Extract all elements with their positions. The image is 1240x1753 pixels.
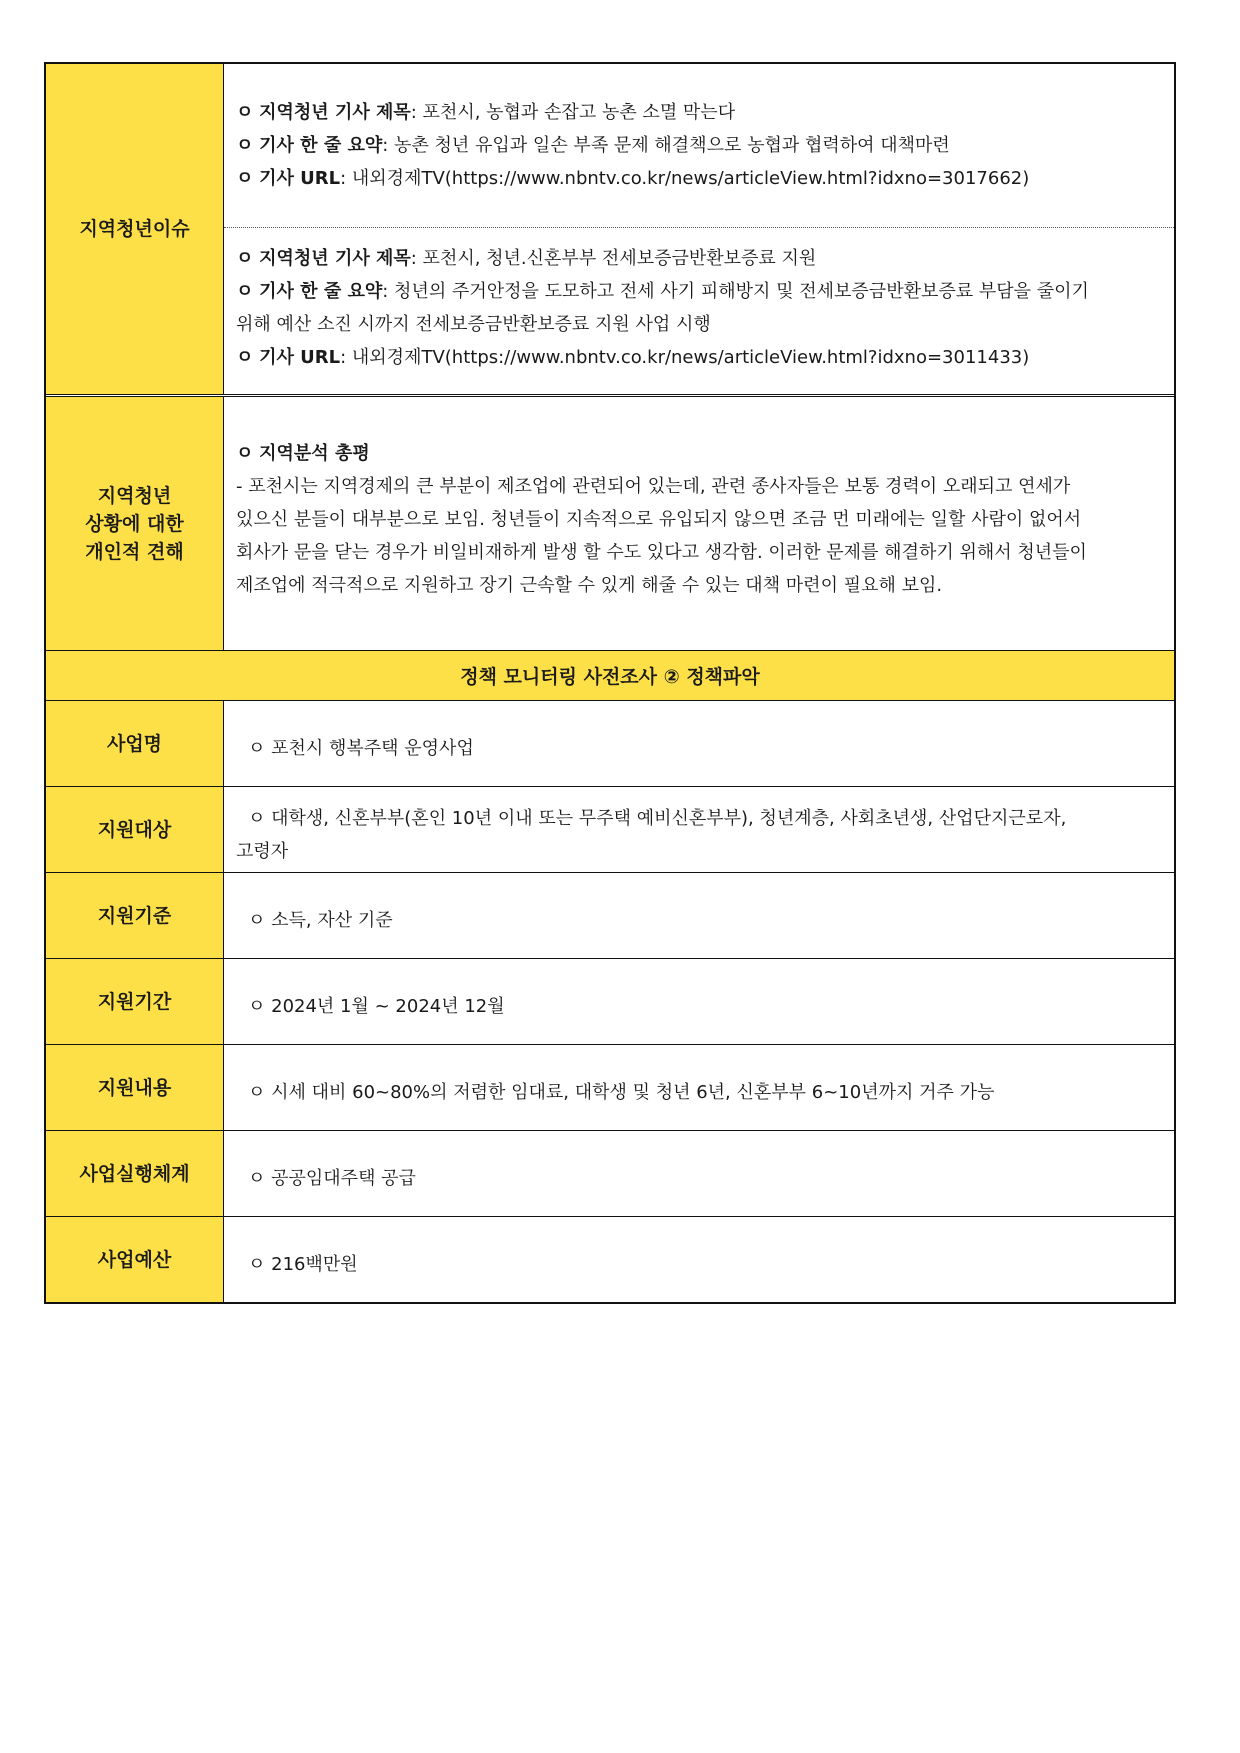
bullet-icon: ㅇ [248, 1082, 266, 1103]
article-summary-key: 기사 한 줄 요약 [259, 281, 383, 302]
bullet-icon: ㅇ [248, 807, 266, 829]
issue-label [46, 64, 224, 394]
opinion-text-line: 있으신 분들이 대부분으로 보임. 청년들이 지속적으로 유입되지 않으면 조금 먼 미래에는 일할 사람이 없어서 [236, 509, 1082, 530]
article-url-key: 기사 URL [259, 168, 341, 189]
article-summary-cont: 위해 예산 소진 시까지 전세보증금반환보증료 지원 사업 시행 [236, 314, 711, 335]
article-block-1 [224, 64, 1174, 227]
bullet-icon: ㅇ [248, 996, 266, 1017]
bullet-icon: ㅇ [236, 443, 254, 464]
opinion-heading-text: 지역분석 총평 [259, 443, 370, 464]
opinion-label-line: 개인적 견해 [85, 540, 184, 563]
opinion-text-line: - 포천시는 지역경제의 큰 부분이 제조업에 관련되어 있는데, 관련 종사자들은 보통 경력이 오래되고 연세가 [236, 476, 1071, 497]
policy-value-line [236, 1076, 1154, 1109]
policy-value-text: 소득, 자산 기준 [271, 910, 393, 931]
issue-row [46, 64, 1174, 394]
article-title: : 포천시, 청년.신혼부부 전세보증금반환보증료 지원 [410, 248, 817, 269]
opinion-text-line: 제조업에 적극적으로 지원하고 장기 근속할 수 있게 해줄 수 있는 대책 마련이 필요해 보임. [236, 575, 943, 596]
article-url-line [236, 341, 1154, 374]
article-summary-key: 기사 한 줄 요약 [259, 135, 383, 156]
policy-row-business-name [46, 700, 1174, 786]
bullet-icon: ㅇ [248, 910, 266, 931]
policy-label: 사업예산 [46, 1217, 224, 1302]
policy-value [224, 1045, 1174, 1130]
article-summary: : 농촌 청년 유입과 일손 부족 문제 해결책으로 농협과 협력하여 대책마련 [382, 135, 950, 156]
policy-value-text: 2024년 1월 ~ 2024년 12월 [271, 996, 505, 1017]
opinion-content [224, 397, 1174, 650]
article-title-key: 지역청년 기사 제목 [259, 102, 411, 123]
issue-label-text: 지역청년이슈 [79, 218, 190, 240]
policy-label: 지원기간 [46, 959, 224, 1044]
bullet-icon: ㅇ [236, 248, 254, 269]
opinion-heading [236, 437, 1154, 470]
article-url-line [236, 162, 1154, 195]
article-url-key: 기사 URL [259, 347, 341, 368]
opinion-label [46, 397, 224, 650]
policy-value [224, 1217, 1174, 1302]
policy-value-line [236, 1162, 1154, 1195]
article-block-2 [224, 227, 1174, 394]
policy-value [224, 787, 1174, 872]
policy-value-cont: 고령자 [236, 840, 289, 862]
bullet-icon: ㅇ [248, 738, 266, 759]
policy-value-text: 대학생, 신혼부부(혼인 10년 이내 또는 무주택 예비신혼부부), 청년계층, 사회초년생, 산업단지근로자, [271, 807, 1067, 829]
policy-value-text: 시세 대비 60~80%의 저렴한 임대료, 대학생 및 청년 6년, 신혼부부 6~10년까지 거주 가능 [271, 1082, 995, 1103]
document-table [44, 62, 1176, 1304]
article-url[interactable]: : 내외경제TV(https://www.nbntv.co.kr/news/articleView.html?idxno=3011433) [340, 347, 1030, 368]
policy-row-budget [46, 1216, 1174, 1302]
policy-label: 사업실행체계 [46, 1131, 224, 1216]
policy-value-line [236, 904, 1154, 937]
issue-content [224, 64, 1174, 394]
policy-value [224, 959, 1174, 1044]
policy-value-text: 포천시 행복주택 운영사업 [271, 738, 474, 759]
opinion-row [46, 394, 1174, 650]
policy-value [224, 873, 1174, 958]
policy-label: 지원대상 [46, 787, 224, 872]
article-summary-line [236, 275, 1154, 308]
bullet-icon: ㅇ [236, 281, 254, 302]
policy-value [224, 701, 1174, 786]
policy-row-criteria [46, 872, 1174, 958]
bullet-icon: ㅇ [236, 347, 254, 368]
policy-value-line [236, 732, 1154, 765]
bullet-icon: ㅇ [248, 1254, 266, 1275]
policy-label: 사업명 [46, 701, 224, 786]
article-title: : 포천시, 농협과 손잡고 농촌 소멸 막는다 [410, 102, 736, 123]
article-title-line [236, 96, 1154, 129]
article-summary: : 청년의 주거안정을 도모하고 전세 사기 피해방지 및 전세보증금반환보증료 부담을 줄이기 [382, 281, 1089, 302]
policy-row-period [46, 958, 1174, 1044]
policy-row-content [46, 1044, 1174, 1130]
policy-value-text: 공공임대주택 공급 [271, 1168, 416, 1189]
section-header [46, 650, 1174, 700]
policy-value-line [236, 1248, 1154, 1281]
policy-value-text: 216백만원 [271, 1254, 358, 1275]
policy-row-system [46, 1130, 1174, 1216]
bullet-icon: ㅇ [236, 168, 254, 189]
section-title: 정책 모니터링 사전조사 ② 정책파악 [460, 666, 760, 688]
policy-row-target [46, 786, 1174, 872]
policy-label: 지원내용 [46, 1045, 224, 1130]
opinion-label-line: 상황에 대한 [85, 512, 184, 535]
article-summary-line [236, 129, 1154, 162]
bullet-icon: ㅇ [236, 135, 254, 156]
article-url[interactable]: : 내외경제TV(https://www.nbntv.co.kr/news/articleView.html?idxno=3017662) [340, 168, 1030, 189]
bullet-icon: ㅇ [236, 102, 254, 123]
bullet-icon: ㅇ [248, 1168, 266, 1189]
opinion-label-line: 지역청년 [97, 484, 172, 507]
policy-value-line [236, 802, 1154, 835]
policy-label: 지원기준 [46, 873, 224, 958]
policy-value-line [236, 990, 1154, 1023]
article-title-line [236, 242, 1154, 275]
opinion-text-line: 회사가 문을 닫는 경우가 비일비재하게 발생 할 수도 있다고 생각함. 이러한 문제를 해결하기 위해서 청년들이 [236, 542, 1087, 563]
article-title-key: 지역청년 기사 제목 [259, 248, 411, 269]
policy-value [224, 1131, 1174, 1216]
